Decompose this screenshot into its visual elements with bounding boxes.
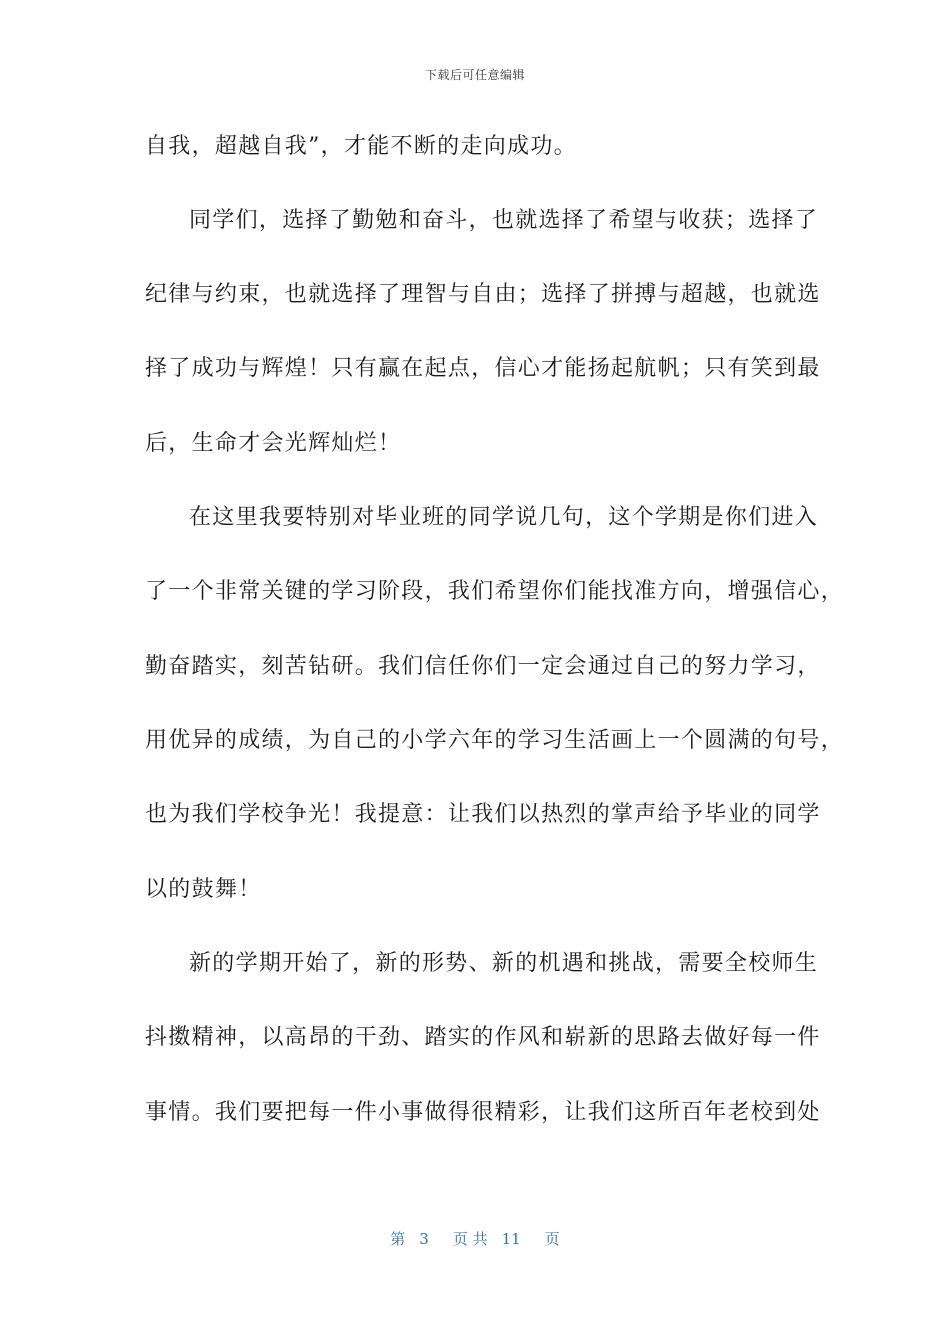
text-line: 自我，超越自我”，才能不断的走向成功。	[145, 134, 577, 159]
text-line: 后，生命才会光辉灿烂！	[145, 431, 402, 456]
footer-ye-gong: 页 共	[452, 1230, 488, 1248]
text-line: 抖擞精神，以高昂的干劲、踏实的作风和崭新的思路去做好每一件	[145, 1025, 821, 1050]
text-line: 纪律与约束，也就选择了理智与自由；选择了拼搏与超越，也就选	[145, 282, 821, 307]
total-pages-number: 11	[501, 1230, 521, 1248]
footer-di: 第	[390, 1230, 406, 1248]
text-line: 事情。我们要把每一件小事做得很精彩，让我们这所百年老校到处	[145, 1100, 821, 1125]
text-line: 了一个非常关键的学习阶段，我们希望你们能找准方向，增强信心，	[145, 579, 845, 604]
text-line: 以的鼓舞！	[145, 877, 262, 902]
text-line: 新的学期开始了，新的形势、新的机遇和挑战，需要全校师生	[189, 951, 819, 976]
text-line: 在这里我要特别对毕业班的同学说几句，这个学期是你们进入	[189, 505, 819, 530]
page-header: 下载后可任意编辑	[424, 68, 525, 82]
footer-ye: 页	[544, 1230, 560, 1248]
text-line: 勤奋踏实，刻苦钻研。我们信任你们一定会通过自己的努力学习，	[145, 654, 821, 679]
text-line: 择了成功与辉煌！只有赢在起点，信心才能扬起航帆；只有笑到最	[145, 356, 821, 381]
current-page-number: 3	[419, 1230, 429, 1248]
text-line: 同学们，选择了勤勉和奋斗，也就选择了希望与收获；选择了	[189, 208, 819, 233]
text-line: 用优异的成绩，为自己的小学六年的学习生活画上一个圆满的句号，	[145, 728, 845, 753]
text-line: 也为我们学校争光！我提意：让我们以热烈的掌声给予毕业的同学	[145, 802, 821, 827]
page-footer	[0, 1228, 950, 1249]
